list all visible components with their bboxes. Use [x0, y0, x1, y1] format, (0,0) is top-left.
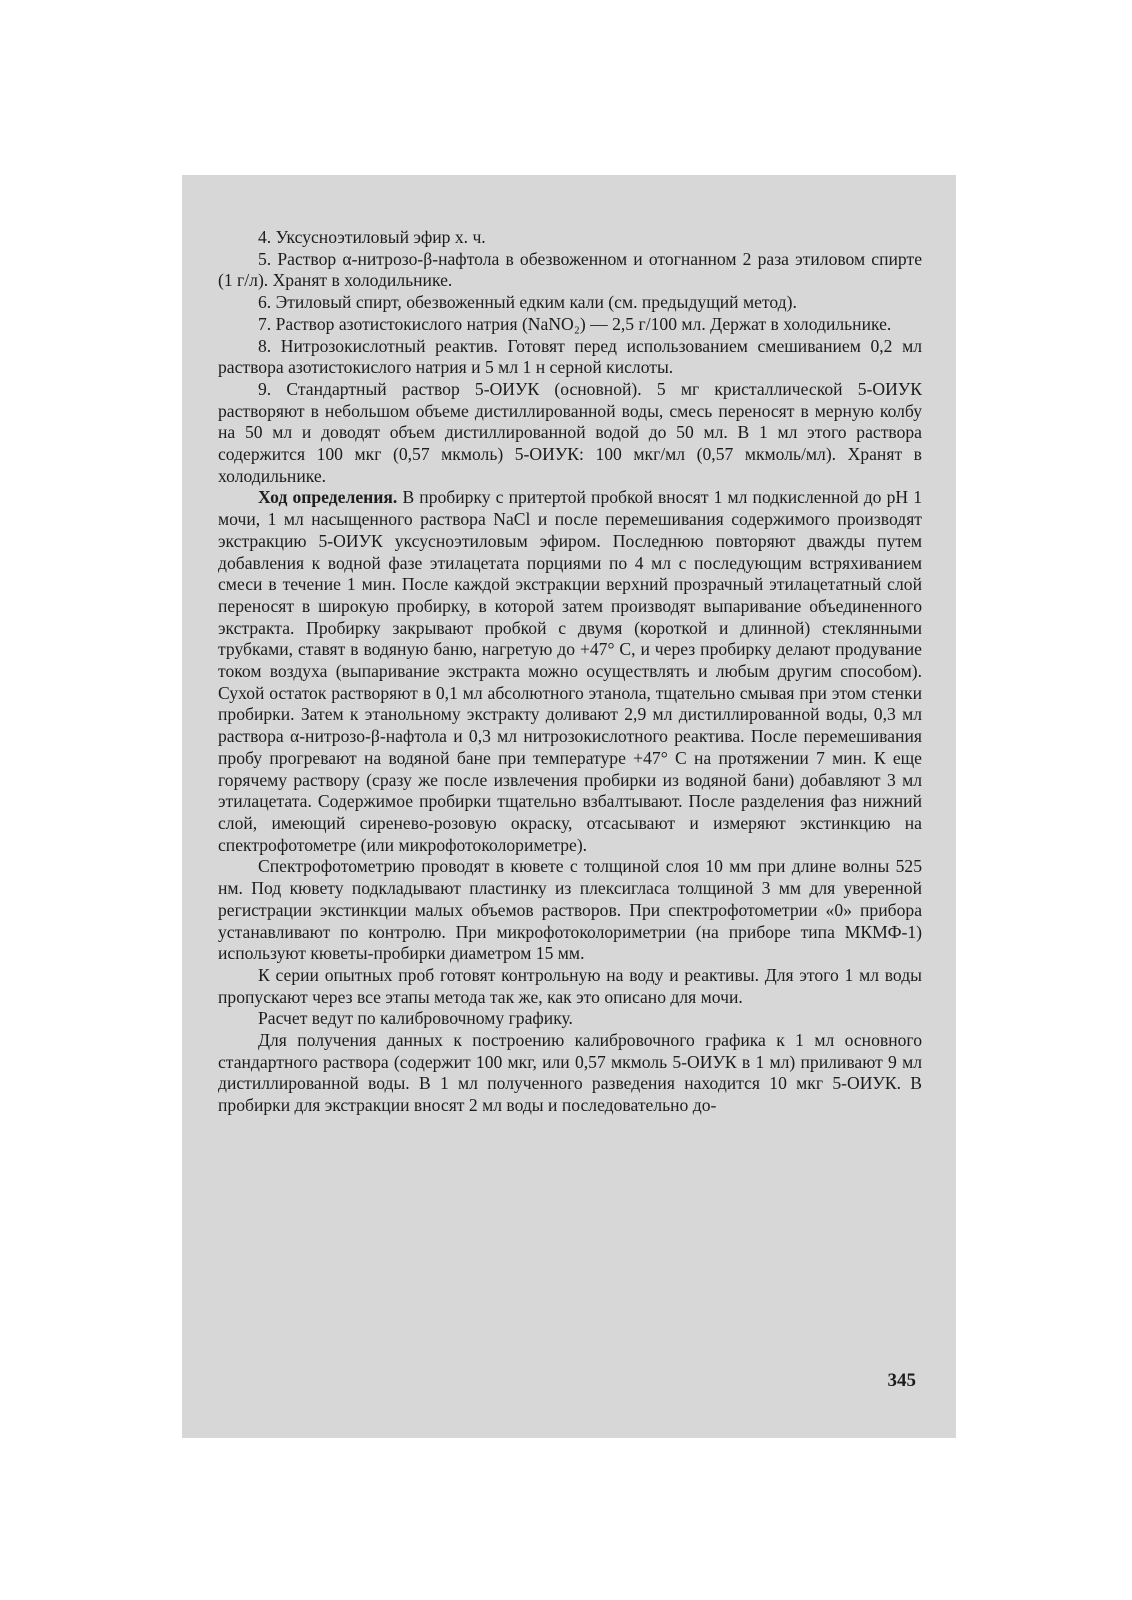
paragraph-calibration: Для получения данных к построению калибровочного графика к 1 мл основного стандартного раствора (содержит 100 мкг, или 0,57 мкмоль 5-ОИУК в 1 мл) приливают 9 мл дистиллированной воды. В 1 мл полученного разведения находится 10 мкг 5-ОИУК. В пробирки для экстракции вносят 2 мл воды и последовательно до-: [218, 1030, 922, 1116]
procedure-heading: Ход определения.: [258, 487, 398, 508]
paragraph-reagent-7: 7. Раствор азотистокислого натрия (NaNO₂) — 2,5 г/100 мл. Держат в холодильнике.: [258, 313, 892, 334]
book-page: [182, 175, 956, 1438]
paragraph-procedure: [218, 487, 922, 856]
paragraph-spectrophotometry: Спектрофотометрию проводят в кювете с толщиной слоя 10 мм при длине волны 525 нм. Под кювету подкладывают пластинку из плексиглаcа толщиной 3 мм для уверенной регистрации экстинкции малых объемов растворов. При спектрофотометрии «0» прибора устанавливают по контролю. При микрофотоколориметрии (на приборе типа МКМФ-1) используют кюветы-пробирки диаметром 15 мм.: [218, 856, 922, 964]
procedure-text: В пробирку с притертой пробкой вносят 1 мл подкисленной до pH 1 мочи, 1 мл насыщенного раствора NaCl и после перемешивания содержимого производят экстракцию 5-ОИУК уксусноэтиловым эфиром. Последнюю повторяют дважды путем добавления к водной фазе этилацетата порциями по 4 мл с последующим встряхиванием смеси в течение 1 мин. После каждой экстракции верхний прозрачный этилацетатный слой переносят в широкую пробирку, в которой затем производят выпаривание объединенного экстракта. Пробирку закрывают пробкой с двумя (короткой и длинной) стеклянными трубками, ставят в водяную баню, нагретую до +47° С, и через пробирку делают продувание током воздуха (выпаривание экстракта можно осуществлять и любым другим способом). Сухой остаток растворяют в 0,1 мл абсолютного этанола, тщательно смывая при этом стенки пробирки. Затем к этанольному экстракту доливают 2,9 мл дистиллированной воды, 0,3 мл раствора α-нитрозо-β-нафтола и 0,3 мл нитрозокислотного реактива. После перемешивания пробу прогревают на водяной бане при температуре +47° С на протяжении 7 мин. К еще горячему раствору (сразу же после извлечения пробирки из водяной бани) добавляют 3 мл этилацетата. Содержимое пробирки тщательно взбалтывают. После разделения фаз нижний слой, имеющий сиреневo-розовую окраску, отсасывают и измеряют экстинкцию на спектрофотометре (или микрофотоколориметре).: [218, 487, 922, 855]
paragraph-reagent-6: 6. Этиловый спирт, обезвоженный едким кали (см. предыдущий метод).: [258, 292, 797, 313]
paragraph-reagent-4: 4. Уксусноэтиловый эфир х. ч.: [258, 227, 486, 247]
paragraph-reagent-5: 5. Раствор α-нитрозо-β-нафтола в обезвоженном и отогнанном 2 раза этиловом спирте (1 г/л). Хранят в холодильнике.: [218, 248, 922, 291]
paragraph-reagent-9: 9. Стандартный раствор 5-ОИУК (основной). 5 мг кристаллической 5-ОИУК растворяют в небольшом объеме дистиллированной воды, смесь переносят в мерную колбу на 50 мл и доводят объем дистиллированной водой до 50 мл. В 1 мл этого раствора содержится 100 мкг (0,57 мкмоль) 5-ОИУК: 100 мкг/мл (0,57 мкмоль/мл). Хранят в холодильнике.: [218, 378, 922, 486]
paragraph-calculation: Расчет ведут по калибровочному графику.: [258, 1008, 573, 1029]
paragraph-reagent-8: 8. Нитрозокислотный реактив. Готовят перед использованием смешиванием 0,2 мл раствора азотистокислого натрия и 5 мл 1 н серной кислоты.: [218, 335, 922, 378]
page-number: 345: [887, 1370, 916, 1391]
paragraph-control: К серии опытных проб готовят контрольную на воду и реактивы. Для этого 1 мл воды пропускают через все этапы метода так же, как это описано для мочи.: [218, 964, 922, 1007]
page-text: [218, 227, 922, 1117]
